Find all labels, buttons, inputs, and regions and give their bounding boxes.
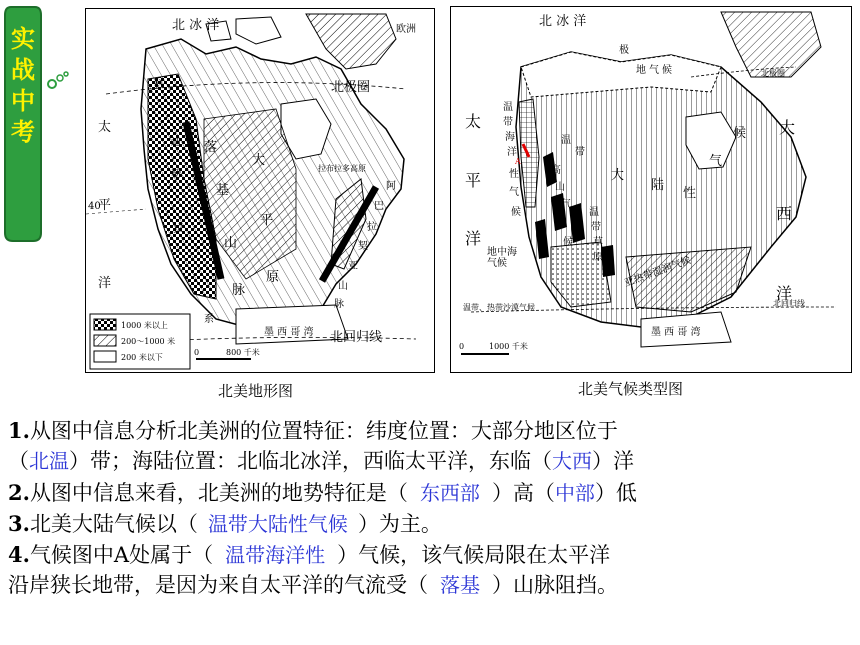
climate-atlantic-3: 洋 bbox=[776, 284, 793, 303]
landform-appalachian-5: 亚 bbox=[348, 261, 358, 272]
landform-appalachian-4: 契 bbox=[358, 241, 368, 252]
landform-legend-2: 200～1000 米 bbox=[121, 337, 176, 346]
question-text: ）山脉阻挡。 bbox=[492, 573, 618, 597]
climate-gulf-mexico: 墨 西 哥 湾 bbox=[651, 327, 701, 338]
climate-grassland-2: 带 bbox=[591, 222, 601, 233]
answer-1a: 北温 bbox=[29, 449, 69, 473]
climate-polar-3: 气 bbox=[649, 65, 659, 76]
climate-point-a: A bbox=[515, 157, 521, 166]
climate-pacific-3: 洋 bbox=[465, 229, 482, 248]
climate-continental-6: 气 bbox=[709, 154, 723, 169]
landform-appalachian-3: 拉 bbox=[367, 222, 377, 233]
question-number: 1. bbox=[8, 418, 30, 443]
question-text: ）低 bbox=[594, 481, 637, 505]
landform-appalachian-7: 脉 bbox=[334, 299, 344, 310]
question-text: ）高（ bbox=[491, 481, 555, 505]
question-text: ）洋 bbox=[592, 449, 634, 473]
climate-highland-2: 山 bbox=[555, 182, 565, 193]
climate-continental-1: 温 bbox=[561, 135, 571, 146]
badge-char: 实 bbox=[11, 24, 35, 53]
climate-highland-1: 高 bbox=[551, 165, 561, 176]
landform-cordillera-1: 科 bbox=[154, 79, 164, 90]
climate-grassland-1: 温 bbox=[589, 207, 599, 218]
answer-4a: 温带海洋性 bbox=[225, 543, 326, 567]
climate-desert: 温带、热带沙漠气候 bbox=[463, 303, 535, 312]
climate-tropic-cancer: 北回归线 bbox=[773, 299, 805, 308]
landform-rocky-2: 基 bbox=[216, 183, 230, 198]
badge-char: 中 bbox=[11, 86, 35, 115]
landform-appalachian-1: 阿 bbox=[386, 181, 396, 192]
landform-system: 系 bbox=[204, 314, 214, 325]
climate-scale-zero: 0 bbox=[459, 342, 465, 351]
landform-rocky-1: 落 bbox=[204, 140, 218, 155]
landform-tropic-cancer: 北回归线 bbox=[330, 330, 383, 345]
question-4-line-1 bbox=[8, 539, 860, 570]
climate-scale-value: 1000 千米 bbox=[489, 342, 528, 351]
climate-map bbox=[450, 6, 852, 373]
landform-pacific-3: 洋 bbox=[98, 276, 112, 291]
climate-grassland-3: 草 bbox=[593, 237, 603, 248]
climate-marine-2: 带 bbox=[503, 117, 513, 128]
question-1-line-2 bbox=[8, 446, 860, 477]
landform-pacific-2: 平 bbox=[98, 198, 112, 213]
climate-marine-6: 气 bbox=[509, 187, 519, 198]
landform-plain-1: 大 bbox=[252, 153, 266, 168]
climate-marine-4: 洋 bbox=[507, 147, 517, 158]
landform-appalachian-6: 山 bbox=[338, 281, 348, 292]
landform-scale-zero: 0 bbox=[194, 348, 200, 357]
question-number: 3. bbox=[8, 511, 30, 536]
climate-continental-3: 大 bbox=[611, 168, 625, 183]
badge-char: 考 bbox=[11, 117, 35, 146]
landform-arctic-ocean: 北 冰 洋 bbox=[172, 18, 220, 33]
climate-caption: 北美气候类型图 bbox=[578, 380, 684, 398]
climate-continental-7: 候 bbox=[733, 126, 747, 141]
climate-polar-4: 候 bbox=[662, 65, 672, 76]
landform-caption: 北美地形图 bbox=[218, 382, 294, 400]
climate-continental-4: 陆 bbox=[651, 178, 665, 193]
climate-atlantic-1: 大 bbox=[779, 118, 796, 137]
climate-arctic-circle: 北极圈 bbox=[761, 69, 785, 78]
landform-scale-value: 800 千米 bbox=[226, 348, 260, 357]
landform-plain-3: 原 bbox=[266, 270, 280, 285]
question-text: 从图中信息分析北美洲的位置特征：纬度位置：大部分地区位于 bbox=[29, 419, 618, 443]
landform-pacific-1: 太 bbox=[98, 120, 112, 135]
climate-marine-5: 性 bbox=[509, 169, 519, 180]
question-text: ）为主。 bbox=[357, 512, 442, 536]
climate-marine-3: 海 bbox=[505, 132, 515, 143]
climate-marine-1: 温 bbox=[503, 102, 513, 113]
question-text: （ bbox=[8, 449, 29, 473]
climate-highland-3: 气 bbox=[561, 199, 571, 210]
landform-cordillera-3: 勒 bbox=[171, 169, 181, 180]
landform-legend-3: 200 米以下 bbox=[121, 353, 163, 362]
climate-marine-7: 候 bbox=[511, 207, 521, 218]
question-1-line-1 bbox=[8, 415, 860, 446]
question-number: 2. bbox=[8, 480, 30, 505]
climate-continental-5: 性 bbox=[683, 186, 697, 201]
climate-polar-1: 极 bbox=[619, 45, 629, 56]
question-text: ）带；海陆位置：北临北冰洋，西临太平洋，东临（ bbox=[69, 449, 552, 473]
question-number: 4. bbox=[8, 542, 30, 567]
answer-4b: 落基 bbox=[440, 573, 480, 597]
landform-europe: 欧洲 bbox=[396, 24, 416, 35]
answer-1b: 大西 bbox=[552, 449, 592, 473]
climate-highland-4: 候 bbox=[563, 237, 573, 248]
landform-cordillera-2: 迪 bbox=[171, 137, 181, 148]
climate-polar-2: 地 bbox=[636, 65, 646, 76]
landform-appalachian-2: 巴 bbox=[374, 201, 384, 212]
question-4-line-2 bbox=[8, 570, 860, 601]
landform-rocky-3: 山 bbox=[224, 236, 238, 251]
climate-arctic-ocean: 北 冰 洋 bbox=[539, 14, 587, 29]
landform-cordillera-4: 拉 bbox=[173, 224, 183, 235]
badge bbox=[3, 5, 43, 243]
answer-2b: 中部 bbox=[554, 481, 595, 505]
climate-pacific-1: 太 bbox=[465, 112, 482, 131]
landform-arctic-circle: 北极圈 bbox=[331, 80, 371, 95]
landform-rocky-4: 脉 bbox=[232, 283, 246, 298]
landform-gulf-mexico: 墨 西 哥 湾 bbox=[264, 327, 314, 338]
question-2 bbox=[8, 477, 860, 508]
landform-plain-2: 平 bbox=[260, 213, 274, 228]
question-text: 沿岸狭长地带，是因为来自太平洋的气流受（ bbox=[8, 573, 428, 597]
answer-2a: 东西部 bbox=[419, 481, 480, 505]
landform-map bbox=[85, 8, 435, 373]
question-text: 从图中信息来看，北美洲的地势特征是（ bbox=[29, 481, 408, 505]
question-text: 气候图中A处属于（ bbox=[29, 543, 214, 567]
question-text: 北美大陆气候以（ bbox=[29, 512, 198, 536]
landform-legend-1: 1000 米以上 bbox=[121, 321, 168, 330]
climate-mediterranean: 地中海气候 bbox=[487, 247, 517, 269]
climate-subtropical: 亚热带湿润气候 bbox=[623, 255, 693, 290]
badge-char: 战 bbox=[11, 55, 35, 84]
climate-continental-2: 带 bbox=[575, 147, 585, 158]
question-3 bbox=[8, 508, 860, 539]
badge-text bbox=[3, 23, 43, 147]
question-text: ）气候，该气候局限在太平洋 bbox=[337, 543, 611, 567]
climate-pacific-2: 平 bbox=[465, 171, 482, 190]
landform-labrador: 拉布拉多高原 bbox=[318, 164, 366, 173]
answer-3: 温带大陆性气候 bbox=[207, 512, 348, 536]
landform-lat-40: 40 bbox=[88, 201, 101, 212]
climate-atlantic-2: 西 bbox=[776, 204, 793, 223]
question-list bbox=[8, 415, 860, 601]
climate-grassland-4: 原 bbox=[593, 252, 603, 263]
bubble-decoration bbox=[44, 70, 74, 110]
